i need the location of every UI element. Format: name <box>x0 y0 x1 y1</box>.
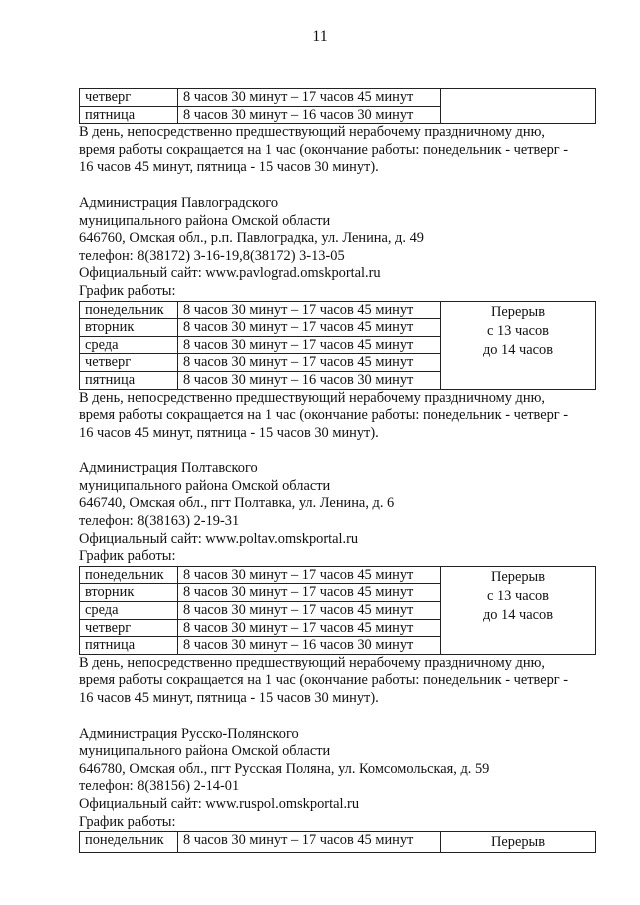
note-line: 16 часов 45 минут, пятница - 15 часов 30 минут). <box>79 424 379 441</box>
break-line: до 14 часов <box>482 341 554 358</box>
hours-cell: 8 часов 30 минут – 17 часов 45 минут <box>178 566 441 584</box>
org-phone: телефон: 8(38172) 3-16-19,8(38172) 3-13-05 <box>79 247 345 264</box>
day-cell: среда <box>80 336 178 354</box>
hours-cell: 8 часов 30 минут – 17 часов 45 минут <box>178 89 441 107</box>
org-address: 646780, Омская обл., пгт Русская Поляна, ул. Комсомольская, д. 59 <box>79 760 490 777</box>
schedule-label: График работы: <box>79 813 176 830</box>
note-line: время работы сокращается на 1 час (окончание работы: понедельник - четверг - <box>79 407 569 424</box>
hours-cell: 8 часов 30 минут – 17 часов 45 минут <box>178 319 441 337</box>
break-cell: Перерыв <box>441 832 596 853</box>
break-cell <box>441 301 596 389</box>
schedule-table <box>79 831 596 853</box>
day-cell: четверг <box>80 89 178 107</box>
reduced-hours-note <box>79 390 596 443</box>
document-body <box>79 88 596 853</box>
break-line: до 14 часов <box>482 606 554 623</box>
hours-cell: 8 часов 30 минут – 16 часов 30 минут <box>178 371 441 389</box>
table-row <box>80 566 596 584</box>
day-cell: понедельник <box>80 566 178 584</box>
break-cell <box>441 89 596 124</box>
hours-cell: 8 часов 30 минут – 16 часов 30 минут <box>178 106 441 124</box>
day-cell: понедельник <box>80 832 178 853</box>
hours-cell: 8 часов 30 минут – 17 часов 45 минут <box>178 354 441 372</box>
org-name: Администрация Полтавского <box>79 460 258 477</box>
hours-cell: 8 часов 30 минут – 17 часов 45 минут <box>178 301 441 319</box>
hours-cell: 8 часов 30 минут – 16 часов 30 минут <box>178 637 441 655</box>
org-name: Администрация Павлоградского <box>79 194 279 211</box>
note-line: В день, непосредственно предшествующий нерабочему праздничному дню, <box>79 654 545 671</box>
schedule-label: График работы: <box>79 282 176 299</box>
day-cell: вторник <box>80 319 178 337</box>
day-cell: среда <box>80 602 178 620</box>
break-line: с 13 часов <box>487 587 549 604</box>
note-line: В день, непосредственно предшествующий нерабочему праздничному дню, <box>79 389 545 406</box>
org-address: 646760, Омская обл., р.п. Павлоградка, ул. Ленина, д. 49 <box>79 230 424 247</box>
break-line: Перерыв <box>490 568 546 585</box>
break-line: с 13 часов <box>487 322 549 339</box>
table-row <box>80 89 596 107</box>
org-address: 646740, Омская обл., пгт Полтавка, ул. Ленина, д. 6 <box>79 495 395 512</box>
reduced-hours-note <box>79 124 596 177</box>
org-block-ruspol <box>79 726 596 854</box>
org-site: Официальный сайт: www.ruspol.omskportal.ru <box>79 795 360 812</box>
schedule-table <box>79 301 596 390</box>
org-block-pavlograd <box>79 195 596 442</box>
org-name: Администрация Русско-Полянского <box>79 725 299 742</box>
org-site: Официальный сайт: www.pavlograd.omskportal.ru <box>79 265 381 282</box>
day-cell: четверг <box>80 619 178 637</box>
schedule-label: График работы: <box>79 548 176 565</box>
table-row <box>80 832 596 853</box>
day-cell: четверг <box>80 354 178 372</box>
day-cell: вторник <box>80 584 178 602</box>
org-phone: телефон: 8(38156) 2-14-01 <box>79 778 240 795</box>
schedule-table <box>79 566 596 655</box>
day-cell: пятница <box>80 637 178 655</box>
day-cell: пятница <box>80 371 178 389</box>
note-line: В день, непосредственно предшествующий нерабочему праздничному дню, <box>79 124 545 141</box>
reduced-hours-note <box>79 655 596 708</box>
note-line: время работы сокращается на 1 час (окончание работы: понедельник - четверг - <box>79 672 569 689</box>
day-cell: пятница <box>80 106 178 124</box>
org-site: Официальный сайт: www.poltav.omskportal.ru <box>79 530 359 547</box>
note-line: 16 часов 45 минут, пятница - 15 часов 30 минут). <box>79 159 379 176</box>
break-cell <box>441 566 596 654</box>
org-name-cont: муниципального района Омской области <box>79 212 331 229</box>
hours-cell: 8 часов 30 минут – 17 часов 45 минут <box>178 602 441 620</box>
page-number: 11 <box>312 28 328 45</box>
table-row <box>80 301 596 319</box>
org-name-cont: муниципального района Омской области <box>79 477 331 494</box>
break-line: Перерыв <box>490 303 546 320</box>
org-name-cont: муниципального района Омской области <box>79 743 331 760</box>
note-line: 16 часов 45 минут, пятница - 15 часов 30 минут). <box>79 690 379 706</box>
hours-cell: 8 часов 30 минут – 17 часов 45 минут <box>178 336 441 354</box>
org-block-poltava <box>79 460 596 707</box>
note-line: время работы сокращается на 1 час (окончание работы: понедельник - четверг - <box>79 141 569 158</box>
day-cell: понедельник <box>80 301 178 319</box>
hours-cell: 8 часов 30 минут – 17 часов 45 минут <box>178 619 441 637</box>
schedule-table-continued <box>79 88 596 124</box>
hours-cell: 8 часов 30 минут – 17 часов 45 минут <box>178 584 441 602</box>
org-phone: телефон: 8(38163) 2-19-31 <box>79 513 240 530</box>
hours-cell: 8 часов 30 минут – 17 часов 45 минут <box>178 832 441 853</box>
